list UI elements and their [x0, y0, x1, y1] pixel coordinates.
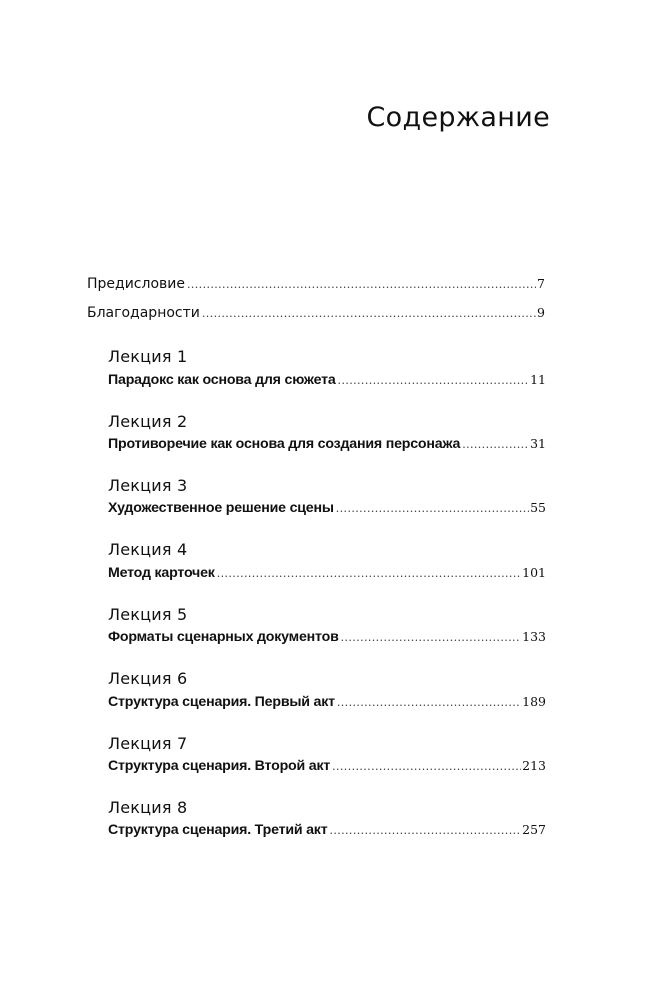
- toc-entry-lecture-1[interactable]: [108, 372, 546, 388]
- toc-entry-lecture-4[interactable]: [108, 565, 546, 581]
- toc-page-number: 55: [530, 500, 546, 515]
- toc-entry-label: Структура сценария. Первый акт: [108, 694, 335, 710]
- dot-leader: [332, 761, 521, 772]
- toc-entry-lecture-8[interactable]: [108, 822, 546, 838]
- dot-leader: [338, 375, 530, 386]
- lecture-number: Лекция 5: [108, 605, 188, 624]
- lecture-number: Лекция 7: [108, 734, 188, 753]
- toc-entry-label: Художественное решение сцены: [108, 500, 334, 516]
- toc-entry-lecture-5[interactable]: [108, 629, 546, 645]
- dot-leader: [329, 825, 521, 836]
- toc-entry-lecture-6[interactable]: [108, 694, 546, 710]
- toc-entry-label: Структура сценария. Третий акт: [108, 822, 328, 838]
- toc-page-number: 11: [530, 372, 546, 387]
- lecture-number: Лекция 4: [108, 540, 188, 559]
- dot-leader: [337, 697, 521, 708]
- lecture-number: Лекция 1: [108, 347, 188, 366]
- toc-entry-label: Метод карточек: [108, 565, 215, 581]
- toc-entry-label: Противоречие как основа для создания персонажа: [108, 436, 461, 452]
- lecture-number: Лекция 8: [108, 798, 188, 817]
- dot-leader: [217, 568, 521, 579]
- toc-page-number: 7: [537, 276, 545, 291]
- toc-page-number: 31: [530, 436, 546, 451]
- lecture-number: Лекция 2: [108, 412, 188, 431]
- toc-entry-label: Структура сценария. Второй акт: [108, 758, 331, 774]
- toc-entry-lecture-3[interactable]: [108, 500, 546, 516]
- dot-leader: [341, 632, 522, 643]
- lecture-number: Лекция 3: [108, 476, 188, 495]
- toc-page-number: 189: [522, 694, 546, 709]
- dot-leader: [187, 279, 536, 290]
- toc-page-number: 133: [522, 629, 546, 644]
- dot-leader: [462, 439, 529, 450]
- lecture-number: Лекция 6: [108, 669, 188, 688]
- toc-page-number: 213: [522, 758, 546, 773]
- toc-entry-preface[interactable]: [87, 276, 545, 292]
- toc-entry-label: Предисловие: [87, 276, 185, 292]
- page-title: Содержание: [366, 102, 550, 133]
- toc-entry-acknowledgements[interactable]: [87, 305, 545, 321]
- toc-page-number: 257: [522, 822, 546, 837]
- toc-entry-label: Парадокс как основа для сюжета: [108, 372, 336, 388]
- toc-entry-lecture-2[interactable]: [108, 436, 546, 452]
- toc-entry-lecture-7[interactable]: [108, 758, 546, 774]
- toc-page-number: 101: [522, 565, 546, 580]
- toc-entry-label: Форматы сценарных документов: [108, 629, 339, 645]
- dot-leader: [202, 308, 536, 319]
- toc-page-number: 9: [537, 305, 545, 320]
- dot-leader: [336, 503, 529, 514]
- toc-entry-label: Благодарности: [87, 305, 200, 321]
